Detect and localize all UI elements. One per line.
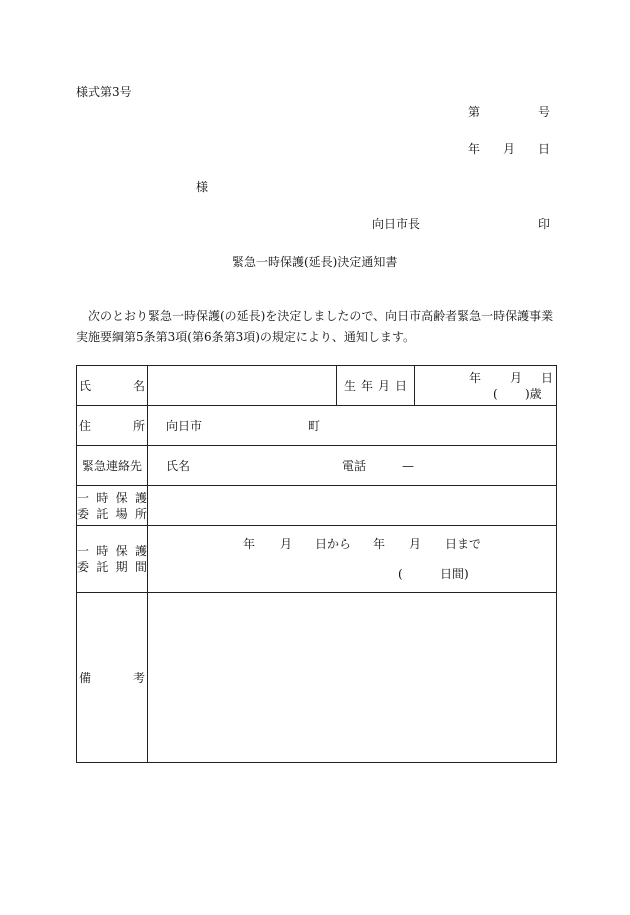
dob-month: 月: [510, 371, 523, 385]
period-label-cell: [77, 526, 148, 593]
doc-no-suffix: 号: [538, 105, 551, 119]
row-address: [77, 406, 557, 446]
addressee-honorific: 様: [196, 180, 209, 194]
period-days-open: (: [398, 567, 403, 581]
remarks-label-cell: [77, 593, 148, 763]
name-value-cell[interactable]: [148, 366, 337, 406]
doc-no-prefix: 第: [468, 105, 481, 119]
dob-day: 日: [541, 371, 554, 385]
date-year: 年: [468, 142, 481, 156]
dob-label-cell: [337, 366, 415, 406]
address-town: 町: [308, 419, 321, 433]
period-value-cell[interactable]: [148, 526, 557, 593]
name-label-2: 名: [132, 379, 145, 393]
period-from-day: 日から: [315, 537, 352, 551]
age-open: (: [493, 387, 498, 401]
period-label-line-2: 委 託 期 間: [77, 560, 147, 574]
row-name: [77, 366, 557, 406]
emergency-phone-label: 電話: [342, 459, 367, 473]
date-day: 日: [538, 142, 551, 156]
address-city: 向日市: [166, 419, 203, 433]
remarks-label-1: 備: [79, 671, 92, 685]
age-close: )歳: [525, 387, 542, 401]
form-number: 様式第3号: [76, 85, 132, 99]
dob-year: 年: [469, 371, 482, 385]
place-label-cell: [77, 486, 148, 526]
row-place: [77, 486, 557, 526]
dob-label-char: 日: [394, 379, 407, 393]
period-days-close: 日間): [440, 567, 469, 581]
body-text-line-2: 実施要綱第5条第3項(第6条第3項)の規定により、通知します。: [76, 330, 415, 344]
period-to-month: 月: [409, 537, 422, 551]
body-text-line-1: 次のとおり緊急一時保護(の延長)を決定しましたので、向日市高齢者緊急一時保護事業: [88, 309, 554, 323]
period-label-line-1: 一 時 保 護: [77, 544, 147, 558]
emergency-value-cell[interactable]: [148, 446, 557, 486]
dob-value-cell[interactable]: [415, 366, 557, 406]
remarks-value-cell[interactable]: [148, 593, 557, 763]
form-table: [76, 365, 557, 763]
dob-label-char: 年: [360, 379, 373, 393]
period-from-month: 月: [280, 537, 293, 551]
emergency-phone-dash: —: [402, 459, 414, 473]
period-to-day: 日まで: [445, 537, 482, 551]
date-month: 月: [503, 142, 516, 156]
place-value-cell[interactable]: [148, 486, 557, 526]
address-label-2: 所: [132, 419, 145, 433]
period-from-year: 年: [243, 537, 256, 551]
address-label-cell: [77, 406, 148, 446]
dob-label-char: 月: [377, 379, 390, 393]
issuer: 向日市長: [372, 217, 421, 231]
address-label-1: 住: [79, 419, 92, 433]
document-title: 緊急一時保護(延長)決定通知書: [232, 255, 398, 269]
row-period: [77, 526, 557, 593]
address-value-cell[interactable]: [148, 406, 557, 446]
seal-mark: 印: [538, 217, 551, 231]
place-label-line-1: 一 時 保 護: [77, 490, 147, 505]
name-label-1: 氏: [79, 379, 92, 393]
dob-label-char: 生: [344, 379, 357, 393]
row-remarks: [77, 593, 557, 763]
emergency-name-label: 氏名: [166, 459, 191, 473]
place-label-line-2: 委 託 場 所: [77, 506, 147, 521]
name-label-cell: [77, 366, 148, 406]
emergency-label: 緊急連絡先: [82, 459, 143, 473]
remarks-label-2: 考: [132, 671, 145, 685]
period-to-year: 年: [373, 537, 386, 551]
emergency-label-cell: [77, 446, 148, 486]
row-emergency: [77, 446, 557, 486]
